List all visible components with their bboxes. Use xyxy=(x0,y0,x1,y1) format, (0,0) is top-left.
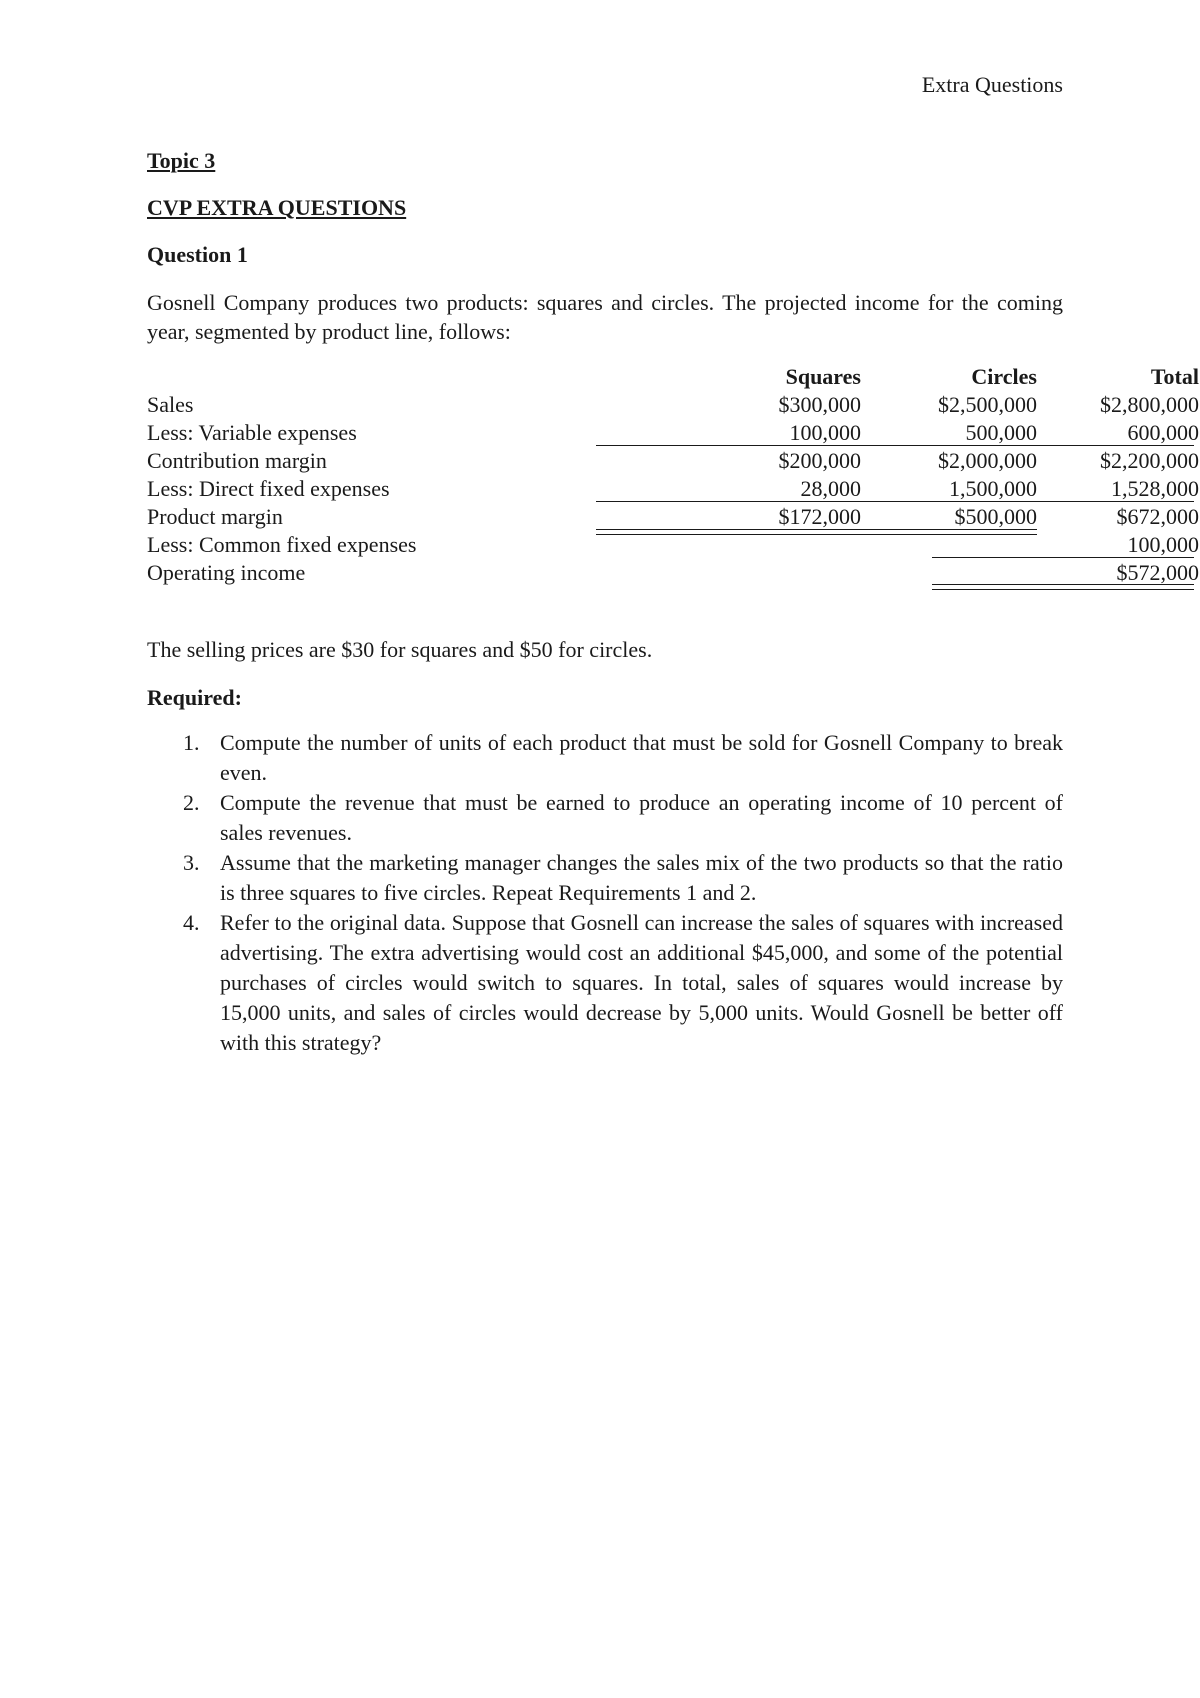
item-text: Compute the revenue that must be earned to produce an operating income of 10 percent of sales revenues. xyxy=(220,790,1063,845)
required-heading: Required: xyxy=(147,685,242,710)
table-row xyxy=(147,504,1199,532)
row-label: Sales xyxy=(147,392,194,417)
cell-total: $2,800,000 xyxy=(1100,392,1199,417)
cell-total: $572,000 xyxy=(1116,560,1199,585)
table-row xyxy=(147,448,1199,476)
row-label: Less: Variable expenses xyxy=(147,420,357,445)
list-item xyxy=(147,728,1063,788)
row-label: Less: Common fixed expenses xyxy=(147,532,417,557)
rule-operating-total-1 xyxy=(932,584,1194,585)
table-row xyxy=(147,392,1199,420)
item-text: Assume that the marketing manager changes the sales mix of the two products so that the ratio is three squares to five circles. Repeat Requirements 1 and 2. xyxy=(220,850,1063,905)
cell-total: 100,000 xyxy=(1127,532,1199,557)
cell-squares: $200,000 xyxy=(778,448,861,473)
list-item xyxy=(147,788,1063,848)
item-number: 4. xyxy=(183,910,200,935)
rule-common-total xyxy=(932,557,1194,558)
question-title: Question 1 xyxy=(147,242,248,267)
cell-circles: 500,000 xyxy=(965,420,1037,445)
col-header-total: Total xyxy=(1150,364,1199,389)
topic-heading: Topic 3 xyxy=(147,148,216,173)
cell-circles: $2,000,000 xyxy=(938,448,1037,473)
requirements-list xyxy=(147,728,1063,1058)
table-row xyxy=(147,532,1199,560)
item-number: 1. xyxy=(183,730,200,755)
cell-squares: $172,000 xyxy=(778,504,861,529)
table-row xyxy=(147,476,1199,504)
row-label: Contribution margin xyxy=(147,448,327,473)
item-number: 3. xyxy=(183,850,200,875)
rule-product-circles-2 xyxy=(769,534,1037,535)
cell-squares: 100,000 xyxy=(789,420,861,445)
table-row xyxy=(147,560,1199,588)
cell-circles: 1,500,000 xyxy=(949,476,1037,501)
cell-total: 600,000 xyxy=(1127,420,1199,445)
rule-product-circles-1 xyxy=(769,529,1037,530)
rule-direct-total xyxy=(932,501,1194,502)
list-item xyxy=(147,908,1063,1058)
cell-squares: $300,000 xyxy=(778,392,861,417)
list-item xyxy=(147,848,1063,908)
row-label: Product margin xyxy=(147,504,283,529)
table-row xyxy=(147,420,1199,448)
intro-paragraph: Gosnell Company produces two products: squares and circles. The projected income for the coming year, segmented by product line, follows: xyxy=(147,290,1063,344)
rule-operating-total-2 xyxy=(932,589,1194,590)
cell-total: $672,000 xyxy=(1116,504,1199,529)
selling-prices-text: The selling prices are $30 for squares and $50 for circles. xyxy=(147,637,653,662)
row-label: Operating income xyxy=(147,560,306,585)
cell-squares: 28,000 xyxy=(800,476,861,501)
col-header-circles: Circles xyxy=(971,364,1037,389)
section-title: CVP EXTRA QUESTIONS xyxy=(147,195,407,220)
row-label: Less: Direct fixed expenses xyxy=(147,476,390,501)
page-header: Extra Questions xyxy=(921,72,1063,97)
cell-total: $2,200,000 xyxy=(1100,448,1199,473)
cell-total: 1,528,000 xyxy=(1111,476,1199,501)
cell-circles: $500,000 xyxy=(954,504,1037,529)
col-header-squares: Squares xyxy=(785,364,861,389)
cell-circles: $2,500,000 xyxy=(938,392,1037,417)
table-header-row xyxy=(147,364,1199,392)
item-text: Refer to the original data. Suppose that Gosnell can increase the sales of squares with increased advertising. The extra advertising would cost an additional $45,000, and some of the potential purchases of circles would switch to squares. In total, sales of squares would increase by 15,000 units, and sales of circles would decrease by 5,000 units. Would Gosnell be better off with this strategy? xyxy=(220,910,1063,1055)
item-text: Compute the number of units of each product that must be sold for Gosnell Company to break even. xyxy=(220,730,1063,785)
rule-variable-total xyxy=(932,445,1194,446)
item-number: 2. xyxy=(183,790,200,815)
income-table xyxy=(147,364,1199,588)
